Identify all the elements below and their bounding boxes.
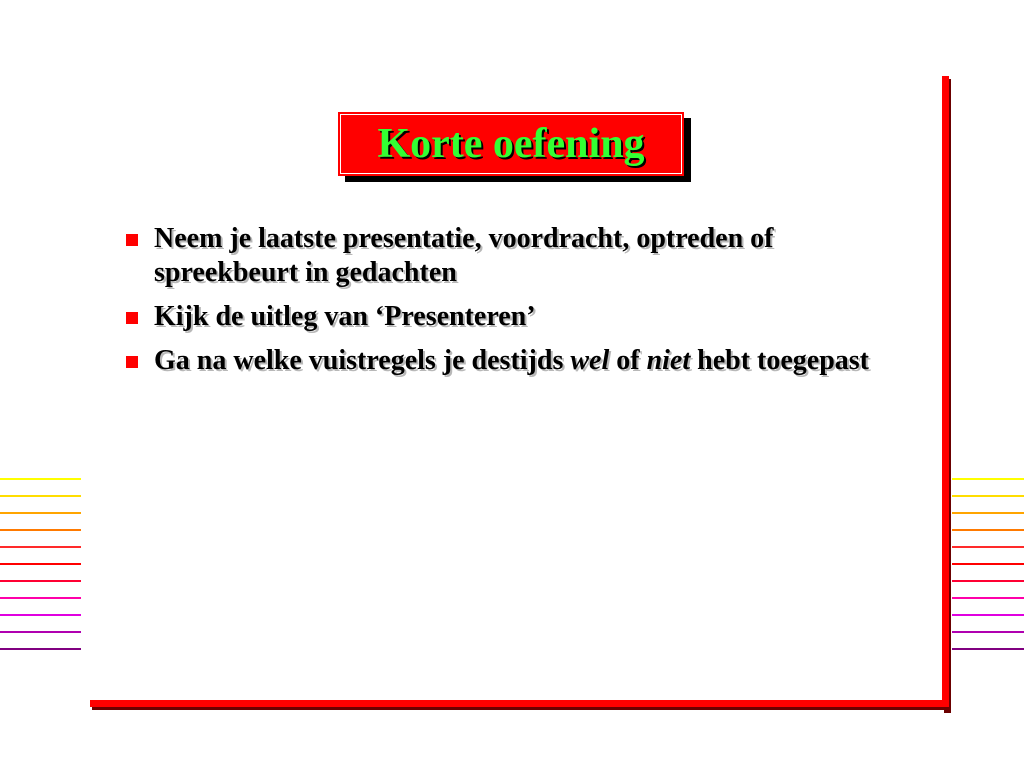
color-stripe: [952, 563, 1024, 565]
color-stripe: [952, 614, 1024, 616]
color-stripe: [0, 546, 81, 548]
bullet-item: [124, 344, 904, 378]
bullet-text: hebt toegepast: [690, 345, 870, 376]
color-stripe: [0, 563, 81, 565]
slide-title: Korte oefening: [377, 121, 645, 167]
color-stripe: [0, 648, 81, 650]
color-stripe: [952, 529, 1024, 531]
color-stripe: [952, 546, 1024, 548]
bullet-emphasis: wel: [570, 345, 610, 376]
bullet-square-icon: [126, 234, 138, 246]
title-box: [338, 112, 684, 176]
color-stripe: [0, 597, 81, 599]
color-stripe: [952, 580, 1024, 582]
color-stripe: [0, 580, 81, 582]
bullet-square-icon: [126, 356, 138, 368]
color-stripe: [952, 478, 1024, 480]
color-stripe: [0, 614, 81, 616]
bullet-text: Neem je laatste presentatie, voordracht, optreden of spreekbeurt in gedachten: [154, 223, 774, 288]
bullet-square-icon: [126, 312, 138, 324]
color-stripe: [0, 478, 81, 480]
color-stripe: [952, 597, 1024, 599]
color-stripe: [952, 631, 1024, 633]
color-stripe: [0, 631, 81, 633]
bullet-text: Kijk de uitleg van ‘Presenteren’: [154, 301, 536, 332]
color-stripe: [952, 648, 1024, 650]
bullet-item: [124, 300, 904, 334]
bullet-item: [124, 222, 904, 290]
frame-right-line: [942, 76, 949, 710]
color-stripe: [0, 529, 81, 531]
frame-bottom-line: [90, 700, 949, 707]
bullet-text: Ga na welke vuistregels je destijds: [154, 345, 571, 376]
color-stripe: [952, 495, 1024, 497]
color-stripe: [952, 512, 1024, 514]
bullet-list: [124, 222, 904, 388]
color-stripe: [0, 495, 81, 497]
bullet-text: of: [609, 345, 647, 376]
bullet-emphasis: niet: [646, 345, 691, 376]
color-stripe: [0, 512, 81, 514]
